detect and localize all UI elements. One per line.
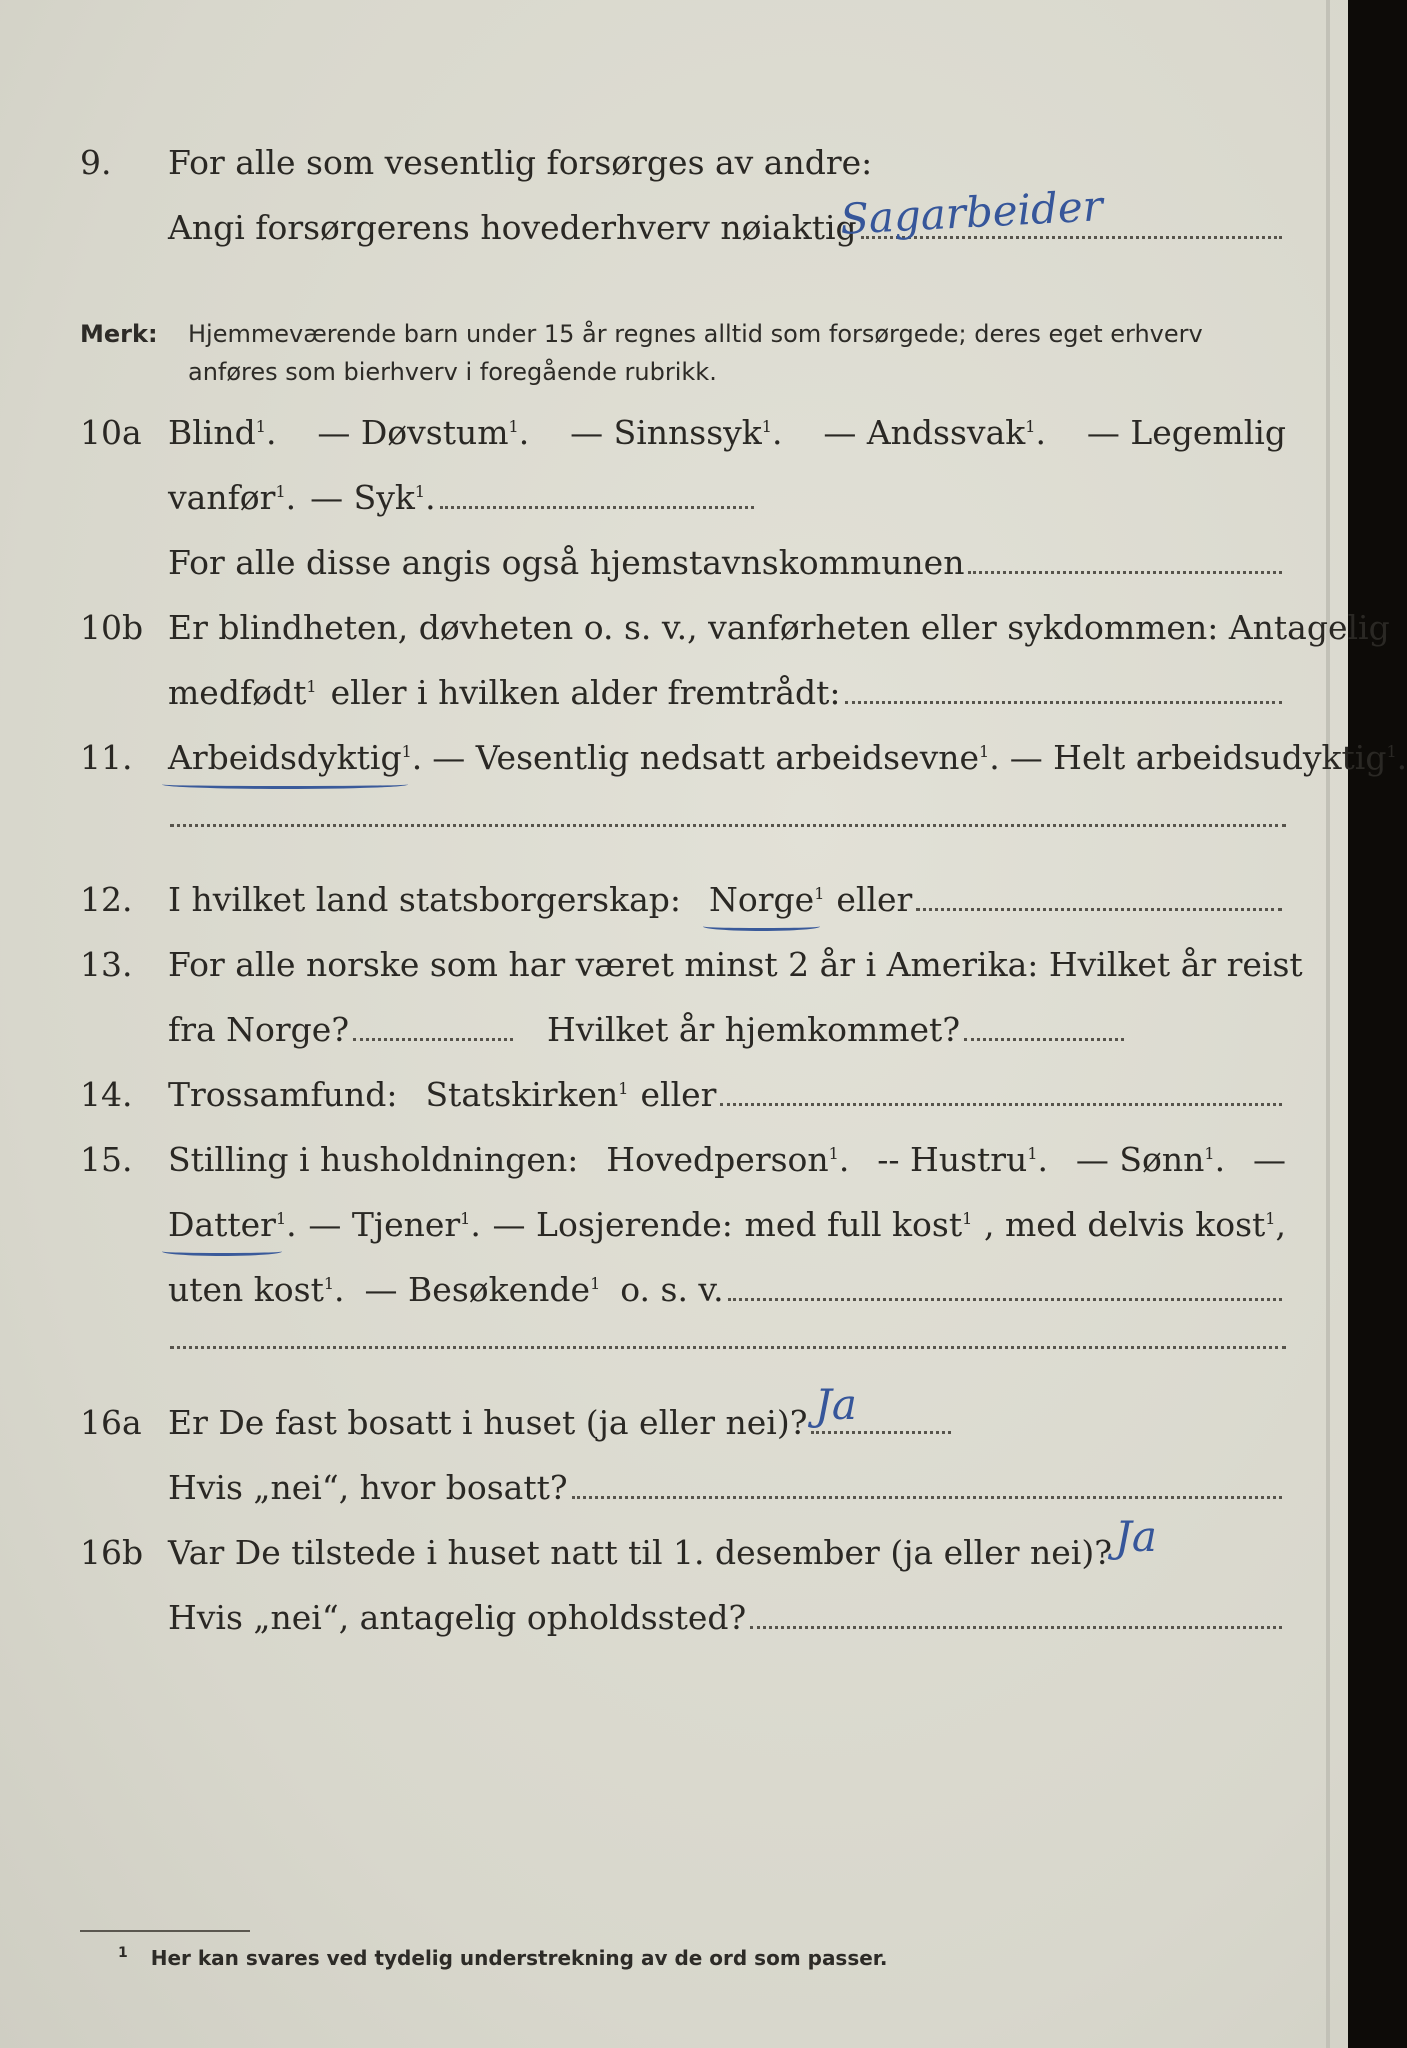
option-sonn[interactable]: — Sønn$^1$. bbox=[1075, 1140, 1226, 1179]
q16b-line2 bbox=[80, 1598, 1286, 1637]
arbeidsdyktig-underline: Arbeidsdyktig bbox=[168, 738, 402, 777]
option-sinnssyk[interactable]: — Sinnssyk$^1$. bbox=[570, 413, 783, 452]
statsborgerskap-field[interactable] bbox=[916, 907, 1282, 911]
q13-line1 bbox=[80, 945, 1303, 984]
q15-extra-field[interactable] bbox=[170, 1345, 1286, 1349]
option-delvis-kost[interactable]: , med delvis kost$^1$, bbox=[983, 1205, 1286, 1244]
q10b-text-2: eller i hvilken alder fremtrådt: bbox=[330, 673, 841, 712]
q13-line2 bbox=[80, 1010, 1286, 1049]
footnote-text: Her kan svares ved tydelig understrekning av de ord som passer. bbox=[150, 1945, 888, 1970]
merk-line-1: Hjemmeværende barn under 15 år regnes alltid som forsørgede; deres eget erhverv bbox=[188, 320, 1203, 348]
q16b-number: 16b bbox=[80, 1533, 144, 1572]
q10a-field[interactable] bbox=[440, 505, 754, 509]
option-syk[interactable]: — Syk$^1$. bbox=[310, 478, 436, 517]
option-datter[interactable]: Datter$^1$. bbox=[168, 1205, 297, 1244]
q16a-line2 bbox=[80, 1468, 1286, 1507]
alder-field[interactable] bbox=[845, 700, 1282, 704]
q13-number: 13. bbox=[80, 945, 133, 984]
option-full-kost[interactable]: med full kost$^1$ bbox=[744, 1205, 973, 1244]
q12-text: I hvilket land statsborgerskap: bbox=[168, 880, 682, 919]
reist-field[interactable] bbox=[353, 1037, 513, 1041]
q16b-text-1: Var De tilstede i huset natt til 1. desember (ja eller nei)? bbox=[168, 1533, 1112, 1572]
q10a-text-3: For alle disse angis også hjemstavnskommunen bbox=[168, 543, 965, 582]
q14-tail: eller bbox=[640, 1075, 717, 1114]
q16a-text-2: Hvis „nei“, hvor bosatt? bbox=[168, 1468, 568, 1507]
q16a-handwritten-answer: Ja bbox=[815, 1380, 857, 1429]
bosatt-field[interactable] bbox=[811, 1430, 951, 1434]
q12-number: 12. bbox=[80, 880, 133, 919]
q16b-line1 bbox=[80, 1533, 1286, 1572]
option-arbeidsdyktig[interactable]: Arbeidsdyktig$^1$. bbox=[168, 738, 423, 777]
q13-text-2b: Hvilket år hjemkommet? bbox=[547, 1010, 961, 1049]
option-udyktig[interactable]: — Helt arbeidsudyktig$^1$. bbox=[1009, 738, 1407, 777]
q11-field[interactable] bbox=[170, 823, 1286, 827]
trossamfund-field[interactable] bbox=[720, 1102, 1282, 1106]
q11-line1 bbox=[80, 738, 1407, 777]
option-vanfor[interactable]: vanfør$^1$. bbox=[168, 478, 297, 517]
q15-dash: — bbox=[1252, 1140, 1286, 1179]
page-edge bbox=[1326, 0, 1330, 2048]
bosatt-sted-field[interactable] bbox=[572, 1495, 1282, 1499]
datter-underline: Datter bbox=[168, 1205, 276, 1244]
q9-handwritten-answer: Sagarbeider bbox=[838, 181, 1104, 244]
q16b-text-2: Hvis „nei“, antagelig opholdssted? bbox=[168, 1598, 747, 1637]
option-blind[interactable]: Blind$^1$. bbox=[168, 413, 277, 452]
q11-number: 11. bbox=[80, 738, 133, 777]
husholdning-field[interactable] bbox=[728, 1297, 1282, 1301]
option-andssvak[interactable]: — Andssvak$^1$. bbox=[823, 413, 1046, 452]
merk-note bbox=[80, 320, 1286, 386]
option-hustru[interactable]: -- Hustru$^1$. bbox=[877, 1140, 1048, 1179]
footnote bbox=[118, 1945, 887, 1970]
option-medfodt[interactable]: medfødt$^1$ bbox=[168, 673, 317, 712]
hjemkommet-field[interactable] bbox=[964, 1037, 1124, 1041]
q10b-text-1: Er blindheten, døvheten o. s. v., vanførheten eller sykdommen: Antagelig bbox=[168, 608, 1390, 647]
option-dovstum[interactable]: — Døvstum$^1$. bbox=[317, 413, 530, 452]
q9-line1 bbox=[80, 143, 1286, 182]
q12-line1 bbox=[80, 880, 1286, 919]
footnote-rule bbox=[80, 1930, 250, 1932]
q16a-number: 16a bbox=[80, 1403, 142, 1442]
q10a-line1 bbox=[80, 413, 1286, 452]
q10a-line3 bbox=[80, 543, 1286, 582]
q10b-line2 bbox=[80, 673, 1286, 712]
q13-text-2a: fra Norge? bbox=[168, 1010, 350, 1049]
q15-losjerende: — Losjerende: bbox=[492, 1205, 733, 1244]
q9-line2 bbox=[80, 208, 1286, 247]
option-hovedperson[interactable]: Hovedperson$^1$. bbox=[606, 1140, 850, 1179]
q13-text-1: For alle norske som har været minst 2 år i Amerika: Hvilket år reist bbox=[168, 945, 1303, 984]
q16b-handwritten-answer: Ja bbox=[1115, 1512, 1157, 1561]
option-besokende[interactable]: — Besøkende$^1$ bbox=[364, 1270, 601, 1309]
option-statskirken[interactable]: Statskirken$^1$ bbox=[425, 1075, 629, 1114]
q9-text-1: For alle som vesentlig forsørges av andre: bbox=[168, 143, 873, 182]
q12-tail: eller bbox=[836, 880, 913, 919]
q15-number: 15. bbox=[80, 1140, 133, 1179]
merk-label: Merk: bbox=[80, 320, 158, 348]
q15-line3 bbox=[80, 1270, 1286, 1309]
q16a-line1 bbox=[80, 1403, 1286, 1442]
option-norge[interactable]: Norge$^1$ bbox=[709, 880, 825, 919]
option-uten-kost[interactable]: uten kost$^1$. bbox=[168, 1270, 345, 1309]
option-tjener[interactable]: — Tjener$^1$. bbox=[308, 1205, 481, 1244]
q9-text-2: Angi forsørgerens hovederhverv nøiaktig bbox=[168, 208, 857, 247]
q10a-line2 bbox=[80, 478, 758, 517]
q10a-number: 10a bbox=[80, 413, 142, 452]
opholdssted-field[interactable] bbox=[750, 1625, 1282, 1629]
hjemstavnskommune-field[interactable] bbox=[968, 570, 1282, 574]
q16a-text-1: Er De fast bosatt i huset (ja eller nei)? bbox=[168, 1403, 808, 1442]
q15-text-1: Stilling i husholdningen: bbox=[168, 1140, 579, 1179]
q9-number: 9. bbox=[80, 143, 112, 182]
q15-line2 bbox=[80, 1205, 1286, 1244]
merk-line-2: anføres som bierhverv i foregående rubrikk. bbox=[188, 358, 717, 386]
q10b-number: 10b bbox=[80, 608, 144, 647]
option-legemlig[interactable]: — Legemlig bbox=[1086, 413, 1286, 452]
q14-number: 14. bbox=[80, 1075, 133, 1114]
q15-line1 bbox=[80, 1140, 1286, 1179]
q15-osv: o. s. v. bbox=[620, 1270, 724, 1309]
q10b-line1 bbox=[80, 608, 1390, 647]
footnote-mark: 1 bbox=[118, 1945, 128, 1961]
option-nedsatt[interactable]: — Vesentlig nedsatt arbeidsevne$^1$. bbox=[432, 738, 1000, 777]
q14-text: Trossamfund: bbox=[168, 1075, 398, 1114]
q14-line1 bbox=[80, 1075, 1286, 1114]
